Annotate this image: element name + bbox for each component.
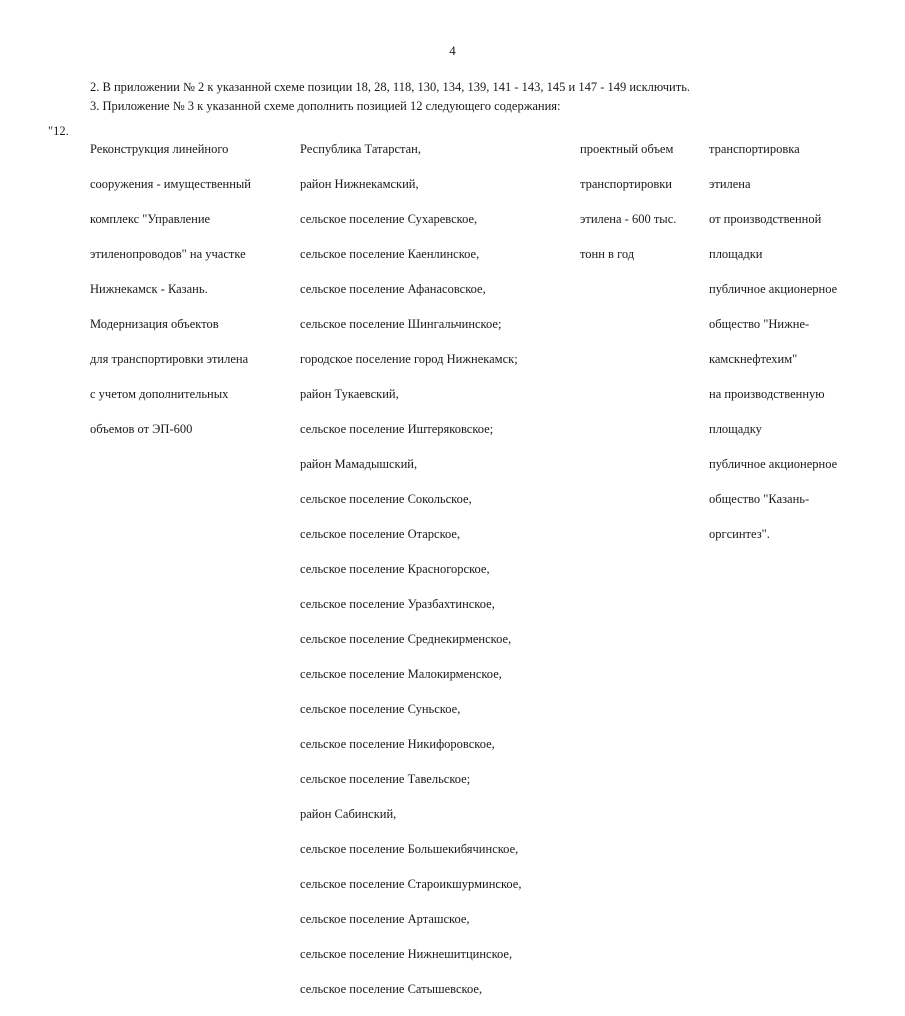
entry-location-line: район Мамадышский, — [300, 456, 418, 471]
entry-location-line: сельское поселение Красногорское, — [300, 561, 490, 576]
entry-name-line: комплекс "Управление — [90, 211, 211, 226]
entry-capacity-cell — [580, 123, 705, 281]
entry-location-line: сельское поселение Суньское, — [300, 701, 461, 716]
entry-location-line: сельское поселение Тавельское; — [300, 771, 471, 786]
entry-name-line: Модернизация объектов — [90, 316, 219, 331]
entry-location-line: сельское поселение Каенлинское, — [300, 246, 480, 261]
entry-name-line: этиленопроводов" на участке — [90, 246, 246, 261]
entry-capacity-line: этилена - 600 тыс. — [580, 211, 677, 226]
paragraph-item-2: 2. В приложении № 2 к указанной схеме позиции 18, 28, 118, 130, 134, 139, 141 - 143, 145 и 147 - 149 исключить. — [90, 80, 691, 94]
entry-location-line: сельское поселение Нижнешитцинское, — [300, 946, 513, 961]
entry-number: "12. — [48, 124, 69, 138]
page-number: 4 — [449, 43, 456, 58]
entry-purpose-cell — [709, 123, 884, 561]
entry-location-line: район Нижнекамский, — [300, 176, 419, 191]
entry-location-line: сельское поселение Иштеряковское; — [300, 421, 494, 436]
entry-location-line: сельское поселение Никифоровское, — [300, 736, 495, 751]
entry-name-line: для транспортировки этилена — [90, 351, 249, 366]
entry-location-line: сельское поселение Малокирменское, — [300, 666, 502, 681]
entry-location-line: сельское поселение Большекибячинское, — [300, 841, 519, 856]
entry-location-line: сельское поселение Среднекирменское, — [300, 631, 512, 646]
entry-location-line: сельское поселение Сокольское, — [300, 491, 472, 506]
entry-location-line: городское поселение город Нижнекамск; — [300, 351, 518, 366]
entry-purpose-line: общество "Казань- — [709, 491, 810, 506]
entry-purpose-line: на производственную — [709, 386, 825, 401]
entry-name-line: с учетом дополнительных — [90, 386, 229, 401]
paragraph-item-3: 3. Приложение № 3 к указанной схеме дополнить позицией 12 следующего содержания: — [90, 99, 561, 113]
entry-location-line: сельское поселение Сатышевское, — [300, 981, 483, 996]
entry-purpose-line: публичное акционерное — [709, 456, 838, 471]
entry-location-line: Республика Татарстан, — [300, 141, 421, 156]
entry-purpose-line: общество "Нижне- — [709, 316, 810, 331]
entry-purpose-line: площадку — [709, 421, 762, 436]
entry-purpose-line: от производственной — [709, 211, 822, 226]
entry-purpose-line: этилена — [709, 176, 751, 191]
entry-purpose-line: камскнефтехим" — [709, 351, 798, 366]
entry-location-line: сельское поселение Староикшурминское, — [300, 876, 522, 891]
entry-capacity-line: проектный объем — [580, 141, 674, 156]
entry-location-line: район Сабинский, — [300, 806, 397, 821]
entry-name-line: Нижнекамск - Казань. — [90, 281, 208, 296]
entry-purpose-line: площадки — [709, 246, 763, 261]
entry-location-line: сельское поселение Арташское, — [300, 911, 470, 926]
entry-location-line: район Тукаевский, — [300, 386, 399, 401]
entry-capacity-line: тонн в год — [580, 246, 635, 261]
entry-purpose-line: оргсинтез". — [709, 526, 770, 541]
entry-purpose-line: транспортировка — [709, 141, 800, 156]
entry-capacity-line: транспортировки — [580, 176, 672, 191]
entry-name-line: Реконструкция линейного — [90, 141, 229, 156]
entry-purpose-line: публичное акционерное — [709, 281, 838, 296]
entry-location-cell — [300, 123, 575, 1016]
entry-name-cell — [90, 123, 295, 456]
entry-location-line: сельское поселение Афанасовское, — [300, 281, 486, 296]
entry-location-line: сельское поселение Шингальчинское; — [300, 316, 502, 331]
entry-name-line: объемов от ЭП-600 — [90, 421, 193, 436]
entry-name-line: сооружения - имущественный — [90, 176, 251, 191]
entry-location-line: сельское поселение Сухаревское, — [300, 211, 478, 226]
entry-location-line: сельское поселение Отарское, — [300, 526, 461, 541]
entry-location-line: сельское поселение Уразбахтинское, — [300, 596, 495, 611]
